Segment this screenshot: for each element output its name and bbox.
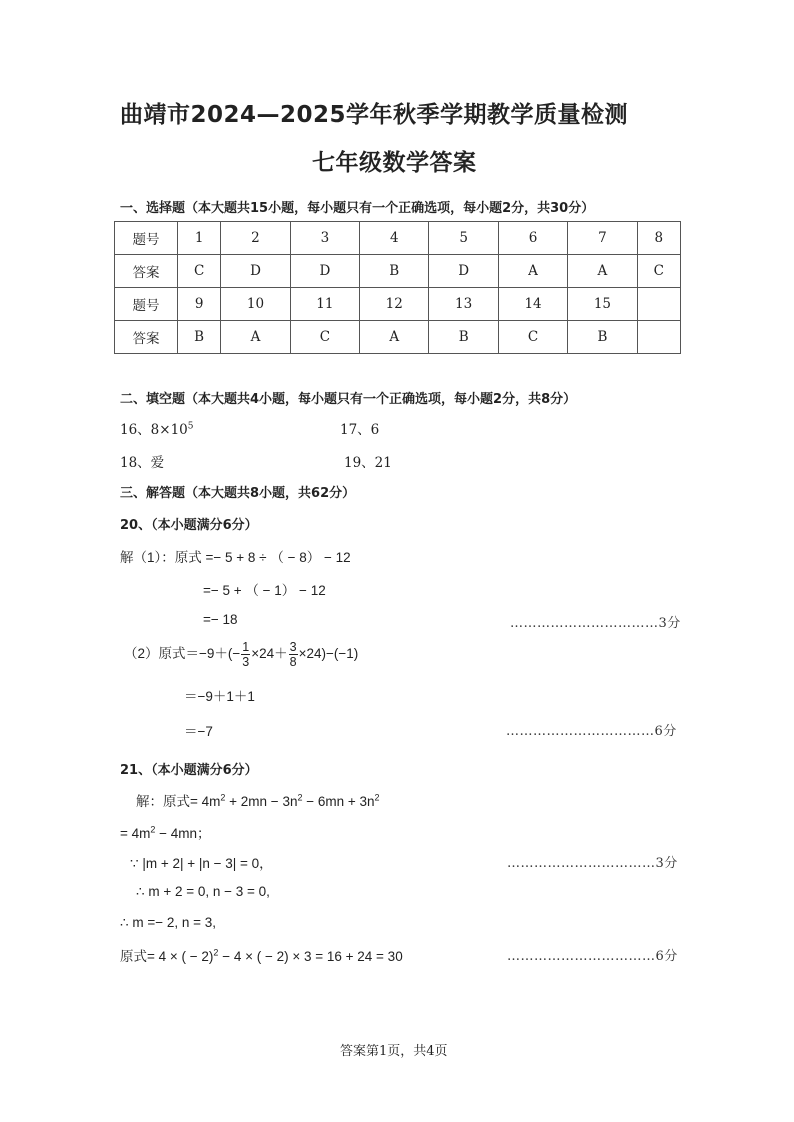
table-cell: D: [221, 255, 290, 288]
q20-step3: =− 18: [203, 612, 238, 627]
score-marker: ……………………………6分: [506, 724, 677, 739]
q21-step2-a: = 4m: [120, 826, 151, 841]
table-cell: 2: [221, 222, 290, 255]
table-cell: [637, 321, 680, 354]
table-cell: A: [360, 321, 429, 354]
q20-part2-step1: ＝−9＋1＋1: [184, 689, 255, 704]
q21-step1: [136, 790, 380, 810]
table-cell: 14: [498, 288, 567, 321]
q21-heading: 21、（本小题满分6分）: [120, 763, 258, 778]
table-cell: 题号: [115, 222, 178, 255]
q20-part2-step2: ＝−7: [184, 724, 213, 739]
table-cell: 5: [429, 222, 498, 255]
q20-step2: =− 5 + （ − 1） − 12: [203, 583, 326, 598]
table-cell: 13: [429, 288, 498, 321]
exponent: 2: [297, 792, 303, 803]
table-row: [115, 321, 681, 354]
table-row: [115, 222, 681, 255]
page-subtitle: 七年级数学答案: [312, 150, 477, 176]
table-cell: A: [221, 321, 290, 354]
table-cell: A: [498, 255, 567, 288]
q20-part2-prefix: （2）原式＝−9＋(−: [124, 646, 241, 662]
table-cell: 6: [498, 222, 567, 255]
q20-part2: [124, 640, 358, 669]
table-cell: C: [637, 255, 680, 288]
table-cell: 8: [637, 222, 680, 255]
fraction-denominator: 8: [289, 655, 297, 669]
exponent: 2: [374, 792, 380, 803]
q21-step2: [120, 822, 211, 842]
score-marker: ……………………………6分: [507, 949, 678, 964]
exponent: 2: [220, 792, 226, 803]
table-cell: D: [429, 255, 498, 288]
q21-step1-b: + 2mn − 3n: [225, 794, 298, 809]
answer-18: 18、爱: [120, 455, 165, 471]
table-cell: C: [178, 255, 221, 288]
table-cell: 题号: [115, 288, 178, 321]
table-cell: B: [360, 255, 429, 288]
answer-table: [114, 221, 681, 354]
score-marker: ……………………………3分: [510, 616, 681, 631]
table-cell: B: [178, 321, 221, 354]
score-marker: ……………………………3分: [507, 856, 678, 871]
q21-step3: ∵ |m + 2| + |n − 3| = 0，: [130, 856, 273, 871]
table-cell: B: [568, 321, 637, 354]
exponent: 2: [213, 947, 219, 958]
answer-19: 19、21: [344, 455, 392, 471]
q21-step6-b: − 4 × ( − 2) × 3 = 16 + 24 = 30: [218, 949, 403, 964]
table-row: [115, 288, 681, 321]
table-cell: A: [568, 255, 637, 288]
table-cell: 7: [568, 222, 637, 255]
answer-17: 17、6: [340, 422, 380, 438]
q21-step5: ∴ m =− 2, n = 3,: [120, 915, 217, 930]
table-cell: D: [290, 255, 359, 288]
table-cell: 1: [178, 222, 221, 255]
table-cell: 10: [221, 288, 290, 321]
q20-step1: 解（1）：原式 =− 5 + 8 ÷ （ − 8） − 12: [120, 550, 351, 565]
q20-part2-suffix: ×24)−(−1): [298, 646, 359, 662]
fraction-denominator: 3: [242, 655, 250, 669]
q20-heading: 20、（本小题满分6分）: [120, 518, 258, 533]
table-cell: C: [498, 321, 567, 354]
q20-part2-mid: ×24＋: [251, 646, 288, 662]
section1-heading: 一、选择题（本大题共15小题，每小题只有一个正确选项，每小题2分，共30分）: [120, 201, 595, 216]
table-cell: 11: [290, 288, 359, 321]
fraction: [289, 640, 298, 669]
q21-step6: [120, 945, 403, 965]
q21-step4: ∴ m + 2 = 0, n − 3 = 0,: [136, 884, 270, 899]
table-cell: 4: [360, 222, 429, 255]
fraction-numerator: 3: [289, 640, 297, 654]
table-cell: 12: [360, 288, 429, 321]
q21-step1-c: − 6mn + 3n: [302, 794, 375, 809]
table-cell: C: [290, 321, 359, 354]
table-cell: 9: [178, 288, 221, 321]
fraction-numerator: 1: [242, 640, 250, 654]
answer-16-text: 16、8×10: [120, 422, 188, 438]
table-cell: 答案: [115, 255, 178, 288]
section3-heading: 三、解答题（本大题共8小题，共62分）: [120, 486, 356, 501]
page-title: 曲靖市2024—2025学年秋季学期教学质量检测: [120, 102, 629, 128]
table-cell: [637, 288, 680, 321]
table-cell: 答案: [115, 321, 178, 354]
answer-16: [120, 418, 194, 438]
table-row: [115, 255, 681, 288]
exponent: 2: [150, 824, 156, 835]
table-cell: 3: [290, 222, 359, 255]
q21-step1-a: 解：原式= 4m: [136, 794, 221, 809]
table-cell: B: [429, 321, 498, 354]
fraction: [241, 640, 250, 669]
answer-16-exponent: 5: [187, 421, 194, 432]
q21-step6-a: 原式= 4 × ( − 2): [120, 949, 214, 964]
table-cell: 15: [568, 288, 637, 321]
page-footer: 答案第1页，共4页: [340, 1044, 448, 1059]
section2-heading: 二、填空题（本大题共4小题，每小题只有一个正确选项，每小题2分，共8分）: [120, 392, 577, 407]
q21-step2-b: − 4mn；: [155, 826, 211, 841]
